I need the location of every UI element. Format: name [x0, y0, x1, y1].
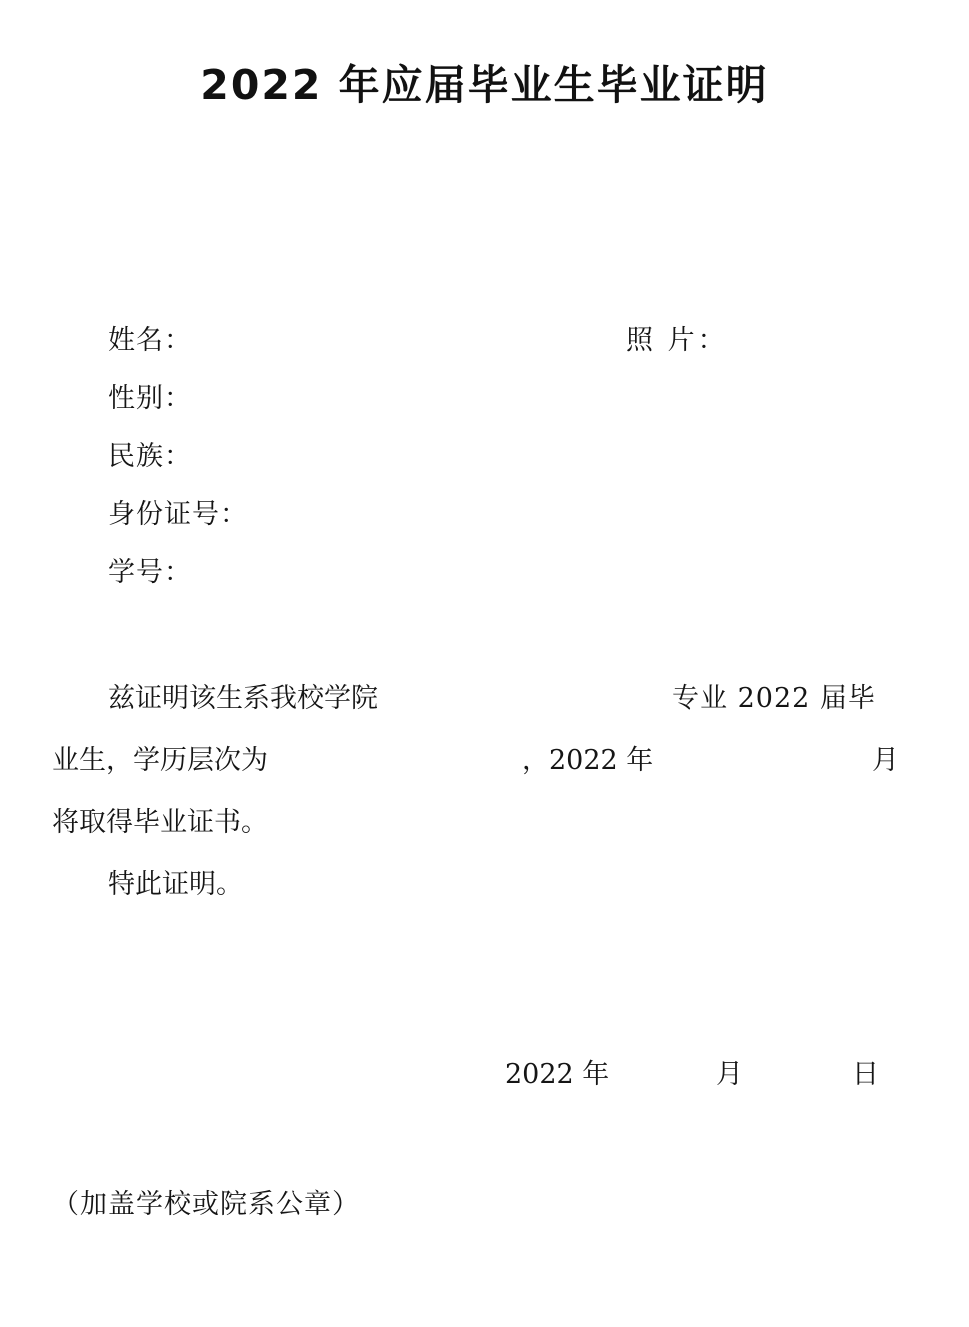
- field-label-gender: 性别：: [108, 383, 192, 414]
- body-line-2: [52, 730, 932, 792]
- field-row-gender: [108, 376, 908, 434]
- field-row-id-number: [108, 492, 908, 550]
- body-line-1: [52, 668, 932, 730]
- date-year: 2022 年: [505, 1059, 610, 1090]
- field-label-photo: 照 片：: [626, 325, 728, 356]
- field-label-id-number: 身份证号：: [108, 499, 248, 530]
- seal-instruction-note: （加盖学校或院系公章）: [52, 1189, 360, 1220]
- field-row-ethnicity: [108, 434, 908, 492]
- body-line-4: [52, 854, 932, 916]
- body-line-2-part-3: 月: [872, 745, 899, 776]
- field-row-student-number: [108, 550, 908, 608]
- body-paragraphs: [52, 668, 932, 916]
- body-line-4-text: 特此证明。: [108, 869, 243, 900]
- field-row-name: [108, 318, 908, 376]
- field-list: [108, 318, 908, 608]
- date-day: 日: [852, 1059, 879, 1090]
- date-month: 月: [716, 1059, 743, 1090]
- page-title: 2022 年应届毕业生毕业证明: [200, 61, 769, 109]
- body-line-3: [52, 792, 932, 854]
- field-label-name: 姓名：: [108, 325, 192, 356]
- body-line-1-part-1: 兹证明该生系我校学院: [108, 683, 378, 714]
- body-line-2-part-1: 业生，学历层次为: [52, 745, 268, 776]
- body-line-2-part-2: ，2022 年: [522, 745, 654, 776]
- field-label-ethnicity: 民族：: [108, 441, 192, 472]
- body-line-1-part-2: 专业 2022 届毕: [672, 683, 876, 714]
- body-line-3-text: 将取得毕业证书。: [52, 807, 268, 838]
- field-label-student-number: 学号：: [108, 557, 192, 588]
